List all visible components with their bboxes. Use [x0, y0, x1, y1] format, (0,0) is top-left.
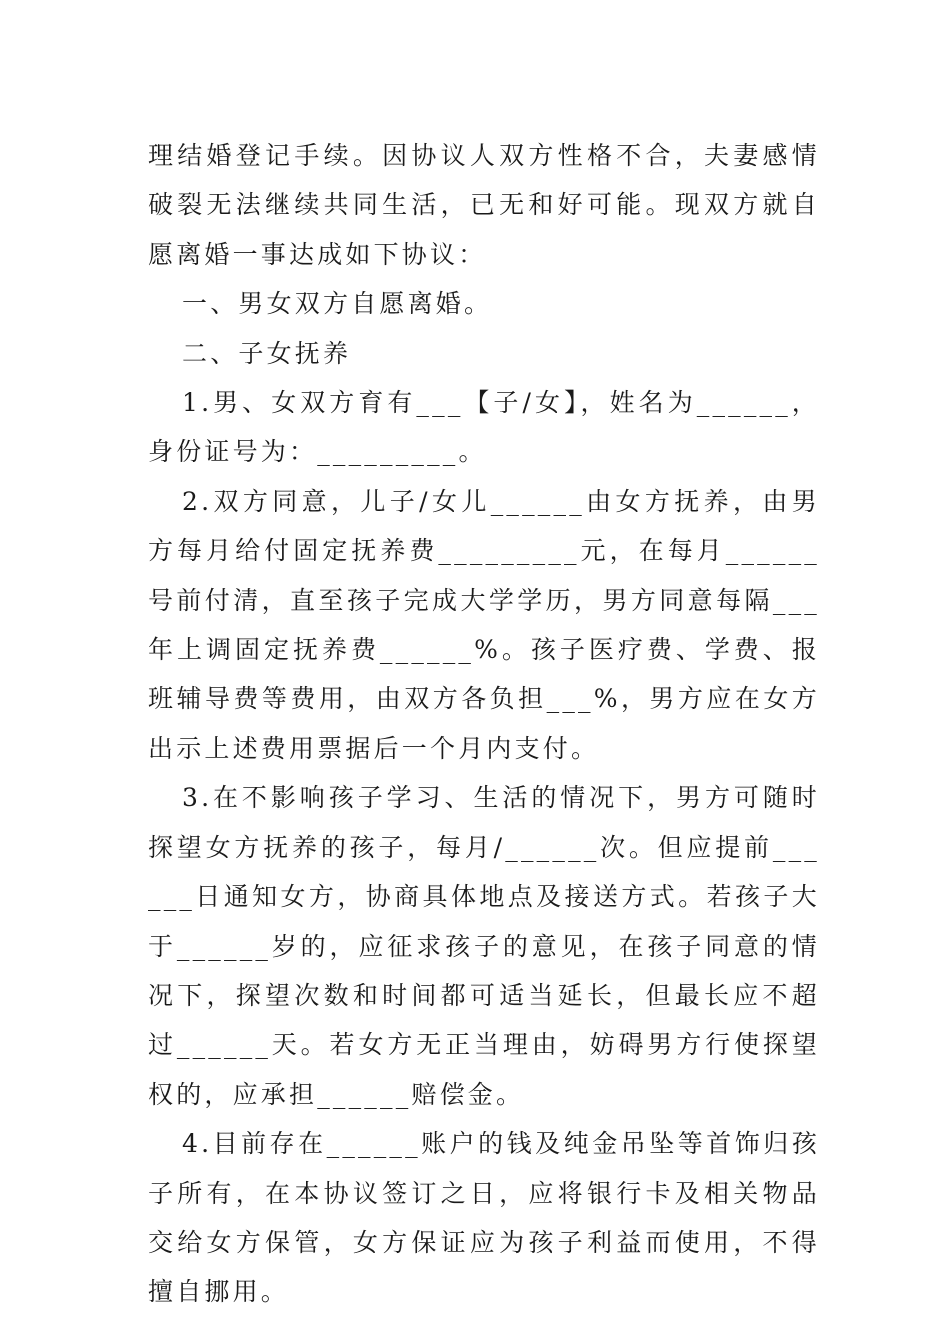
paragraph-clause-2-heading: 二、子女抚养 [182, 338, 352, 368]
paragraph-item-3: 3.在不影响孩子学习、生活的情况下，男方可随时探望女方抚养的孩子，每月/______次。但应提前______日通知女方，协商具体地点及接送方式。若孩子大于______岁的，应征求孩子的意见，在孩子同意的情况下，探望次数和时间都可适当延长，但最长应不超过______天。若女方无正当理由，妨碍男方行使探望权的，应承担______赔偿金。 [148, 783, 820, 1109]
document-body [148, 131, 820, 1317]
paragraph-item-2: 2.双方同意，儿子/女儿______由女方抚养，由男方每月给付固定抚养费_________元，在每月______号前付清，直至孩子完成大学学历，男方同意每隔___年上调固定抚养费______%。孩子医疗费、学费、报班辅导费等费用，由双方各负担___%，男方应在女方出示上述费用票据后一个月内支付。 [148, 486, 820, 763]
paragraph-item-4: 4.目前存在______账户的钱及纯金吊坠等首饰归孩子所有，在本协议签订之日，应将银行卡及相关物品交给女方保管，女方保证应为孩子利益而使用，不得擅自挪用。 [148, 1129, 820, 1307]
paragraph-intro: 理结婚登记手续。因协议人双方性格不合，夫妻感情破裂无法继续共同生活，已无和好可能。现双方就自愿离婚一事达成如下协议： [148, 141, 820, 269]
paragraph-clause-1: 一、男女双方自愿离婚。 [182, 289, 493, 319]
paragraph-item-1: 1.男、女双方育有___【子/女】，姓名为______，身份证号为：_________。 [148, 388, 820, 467]
